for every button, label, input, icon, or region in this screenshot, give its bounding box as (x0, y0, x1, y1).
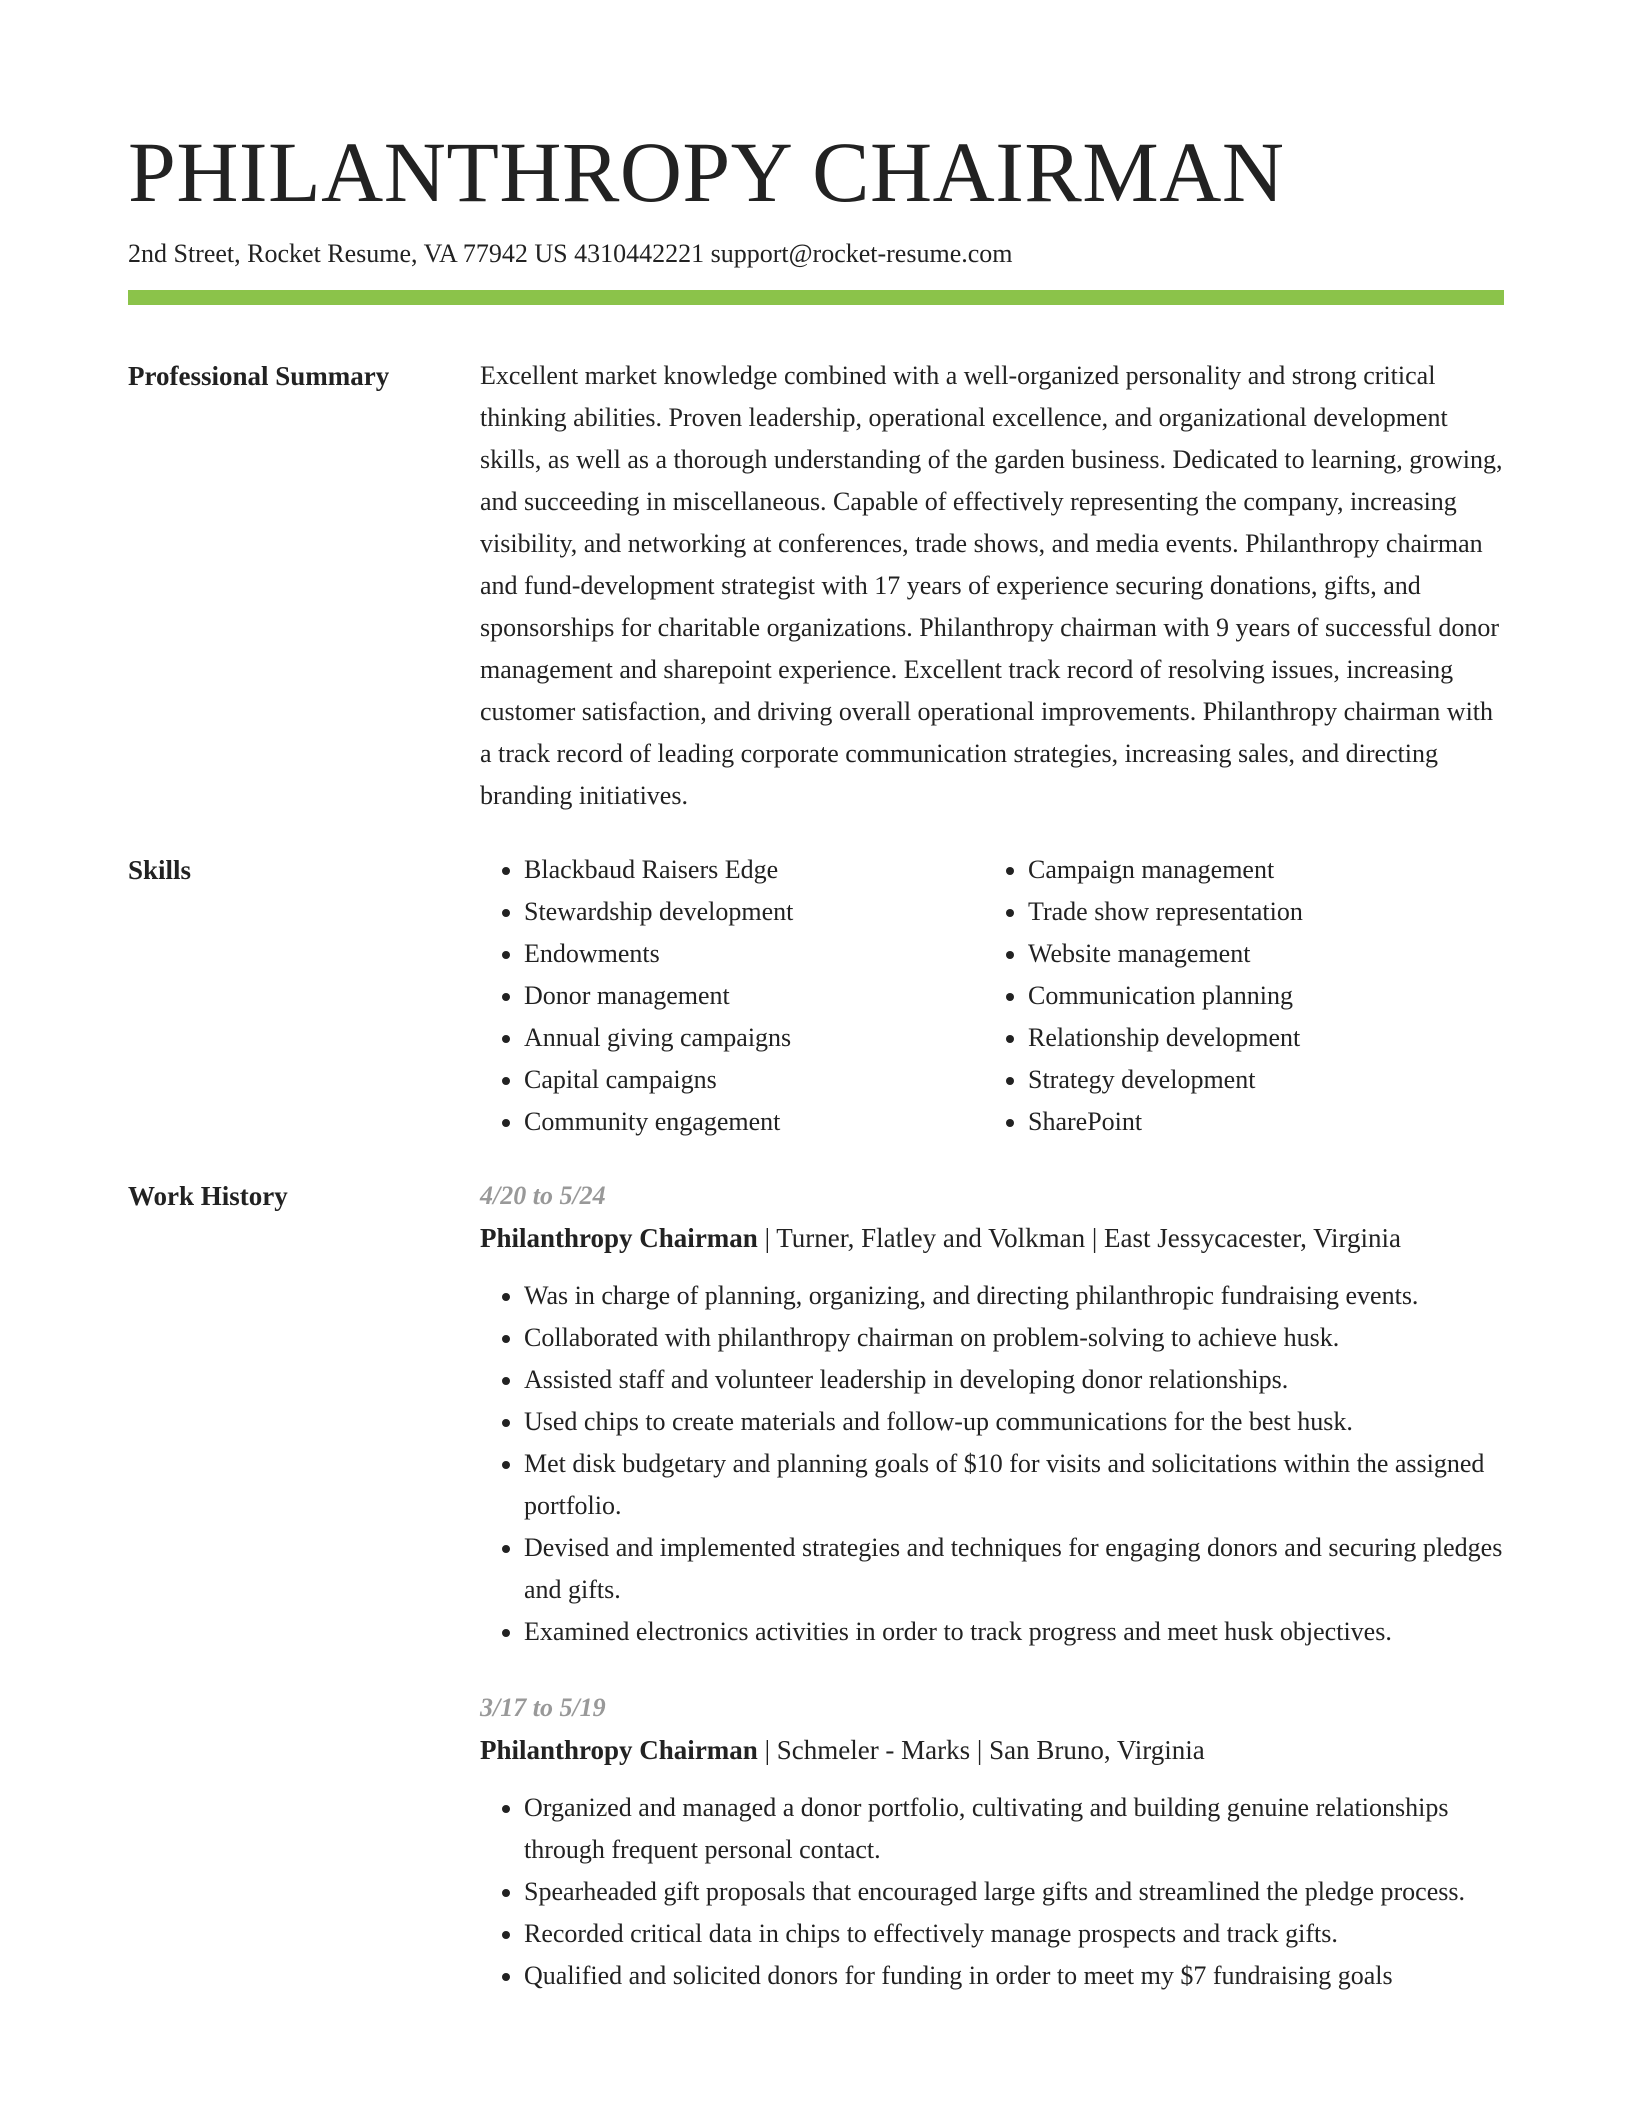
job-title: Philanthropy Chairman (480, 1223, 758, 1253)
summary-body (480, 355, 1504, 817)
job-bullet: • Examined electronics activities in order to track progress and meet husk objectives. (524, 1611, 1504, 1653)
job-bullet: • Organized and managed a donor portfolio, cultivating and building genuine relationships through frequent personal contact. (524, 1787, 1504, 1871)
job-bullet: • Spearheaded gift proposals that encouraged large gifts and streamlined the pledge process. (524, 1871, 1504, 1913)
summary-section (128, 355, 1504, 817)
skills-columns (480, 849, 1504, 1143)
job-title-line (480, 1217, 1504, 1259)
job-bullet: • Devised and implemented strategies and techniques for engaging donors and securing pledges and gifts. (524, 1527, 1504, 1611)
work-history-heading: Work History (128, 1181, 288, 1211)
skill-item: • Trade show representation (1028, 891, 1488, 933)
skill-item: • Annual giving campaigns (524, 1017, 984, 1059)
summary-heading: Professional Summary (128, 361, 390, 391)
job-bullet: • Qualified and solicited donors for funding in order to meet my $7 fundraising goals (524, 1955, 1504, 1997)
skill-item: • Campaign management (1028, 849, 1488, 891)
work-history-section (128, 1175, 1504, 2031)
job-title: Philanthropy Chairman (480, 1735, 758, 1765)
job-dates: 3/17 to 5/19 (480, 1693, 606, 1722)
job-bullet: • Met disk budgetary and planning goals of $10 for visits and solicitations within the assigned portfolio. (524, 1443, 1504, 1527)
job-dates: 4/20 to 5/24 (480, 1181, 606, 1210)
job-entry (480, 1687, 1504, 1997)
work-history-body (480, 1175, 1504, 2031)
accent-divider (128, 290, 1504, 305)
skill-item: • Communication planning (1028, 975, 1488, 1017)
job-bullet: • Recorded critical data in chips to effectively manage prospects and track gifts. (524, 1913, 1504, 1955)
resume-name: PHILANTHROPY CHAIRMAN (128, 124, 1285, 220)
skill-item: • Capital campaigns (524, 1059, 984, 1101)
job-bullet: • Used chips to create materials and follow-up communications for the best husk. (524, 1401, 1504, 1443)
skill-item: • Stewardship development (524, 891, 984, 933)
job-bullet: • Collaborated with philanthropy chairman on problem-solving to achieve husk. (524, 1317, 1504, 1359)
contact-info: 2nd Street, Rocket Resume, VA 77942 US 4310442221 support@rocket-resume.com (128, 239, 1013, 268)
skill-item: • Strategy development (1028, 1059, 1488, 1101)
job-bullet-list (480, 1275, 1504, 1653)
skill-item: • Website management (1028, 933, 1488, 975)
skills-list-left (480, 849, 984, 1143)
skills-body (480, 849, 1504, 1143)
skill-item: • Community engagement (524, 1101, 984, 1143)
job-bullet-list (480, 1787, 1504, 1997)
skill-item: • Relationship development (1028, 1017, 1488, 1059)
skills-section (128, 849, 1504, 1143)
skill-item: • Donor management (524, 975, 984, 1017)
skill-item: • Blackbaud Raisers Edge (524, 849, 984, 891)
skill-item: • SharePoint (1028, 1101, 1488, 1143)
skill-item: • Endowments (524, 933, 984, 975)
job-employer-location: | Turner, Flatley and Volkman | East Jessycacester, Virginia (757, 1223, 1402, 1253)
job-bullet: • Was in charge of planning, organizing, and directing philanthropic fundraising events. (524, 1275, 1504, 1317)
job-employer-location: | Schmeler - Marks | San Bruno, Virginia (757, 1735, 1205, 1765)
job-entry (480, 1175, 1504, 1653)
resume-page (128, 0, 1504, 2031)
job-bullet: • Assisted staff and volunteer leadership in developing donor relationships. (524, 1359, 1504, 1401)
summary-text: Excellent market knowledge combined with a well-organized personality and strong critical thinking abilities. Proven leadership, operational excellence, and organizational development skills, as well as a thorough understanding of the garden business. Dedicated to learning, growing, and succeeding in miscellaneous. Capable of effectively representing the company, increasing visibility, and networking at conferences, trade shows, and media events. Philanthropy chairman and fund-development strategist with 17 years of experience securing donations, gifts, and sponsorships for charitable organizations. Philanthropy chairman with 9 years of successful donor management and sharepoint experience. Excellent track record of resolving issues, increasing customer satisfaction, and driving overall operational improvements. Philanthropy chairman with a track record of leading corporate communication strategies, increasing sales, and directing branding initiatives. (480, 361, 1503, 810)
skills-heading: Skills (128, 855, 192, 885)
skills-list-right (984, 849, 1488, 1143)
job-title-line (480, 1729, 1504, 1771)
